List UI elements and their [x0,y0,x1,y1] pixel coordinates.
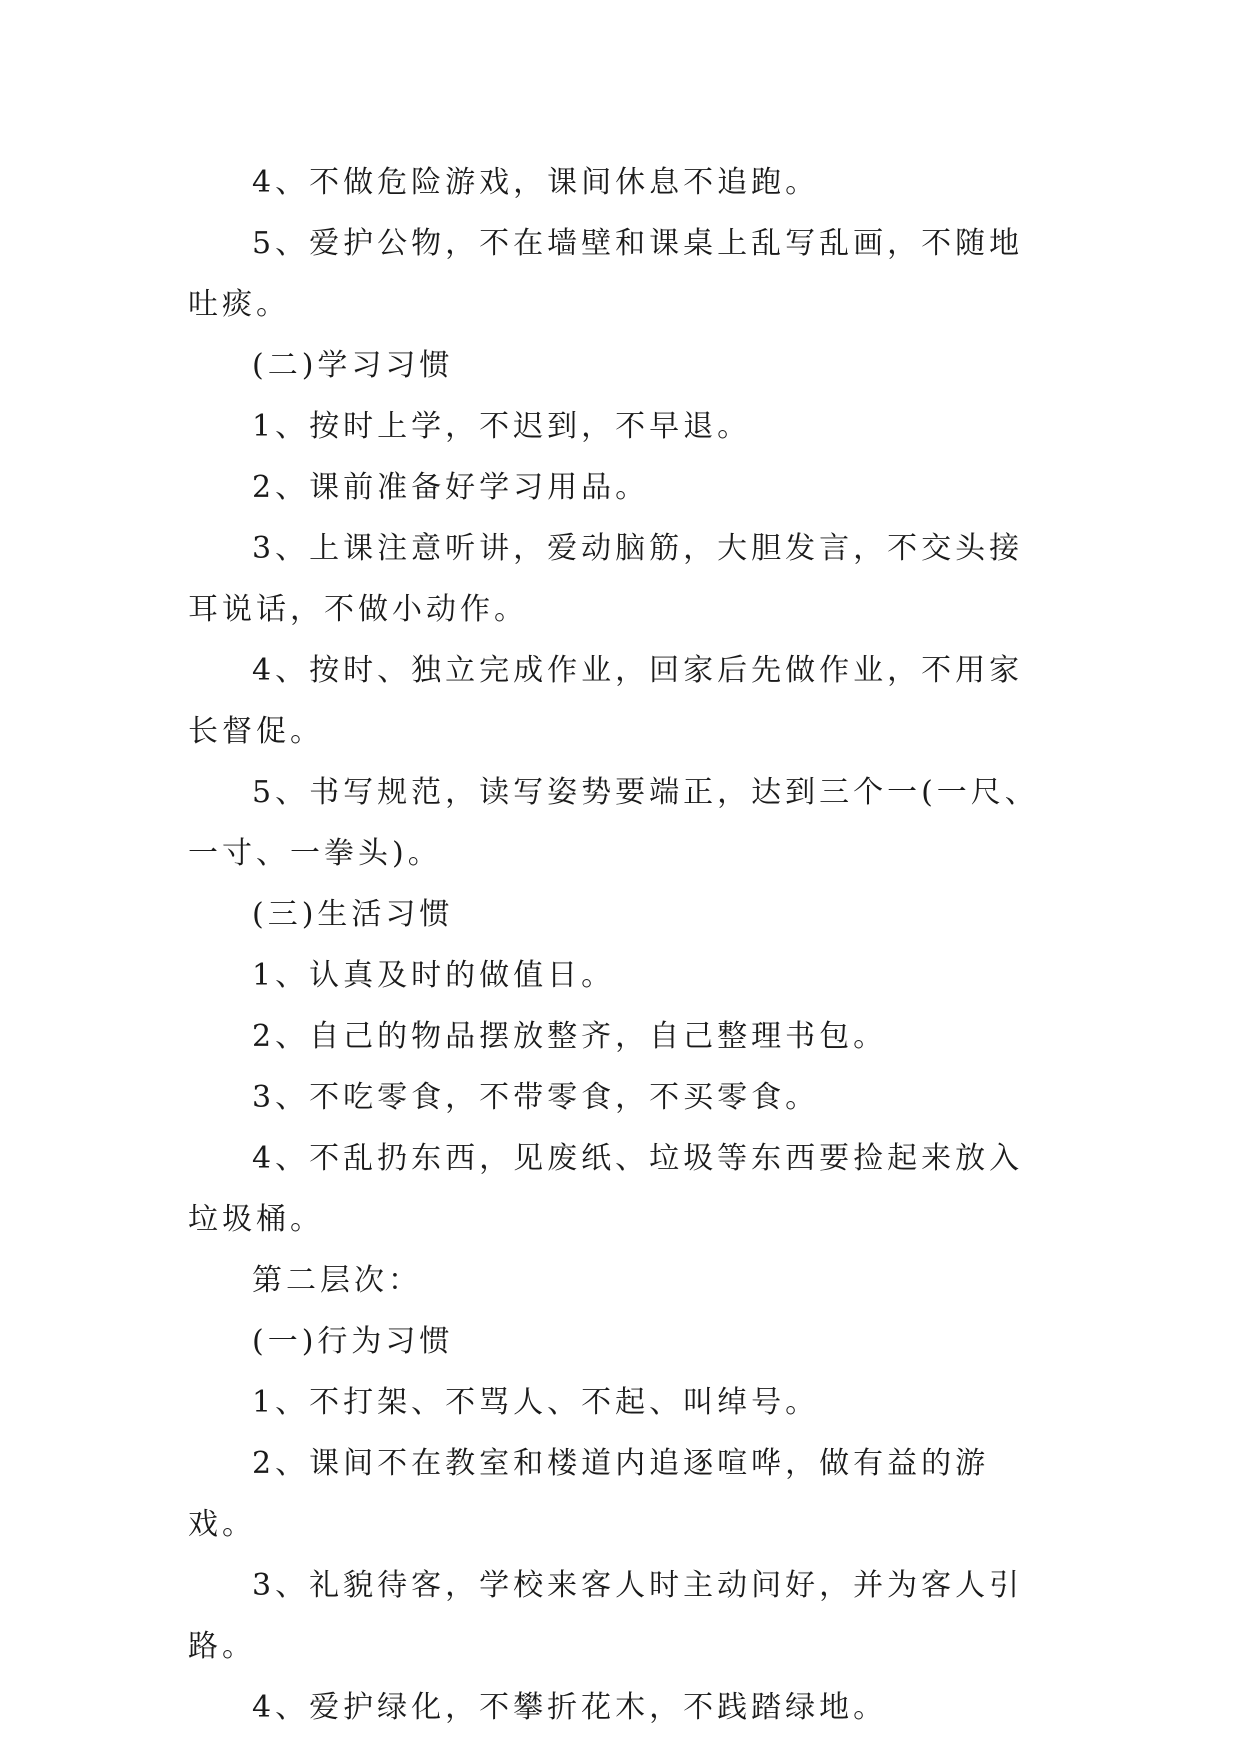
document-body [188,152,1050,1738]
paragraph: 3、上课注意听讲，爱动脑筋，大胆发言，不交头接耳说话，不做小动作。 [188,531,1024,627]
paragraph: 2、课间不在教室和楼道内追逐喧哗，做有益的游戏。 [188,1446,990,1542]
section-heading: (一)行为习惯 [252,1324,454,1359]
paragraph: 5、书写规范，读写姿势要端正，达到三个一(一尺、一寸、一拳头)。 [188,775,1039,871]
paragraph: 1、不打架、不骂人、不起、叫绰号。 [252,1385,820,1420]
paragraph: 3、礼貌待客，学校来客人时主动问好，并为客人引路。 [188,1568,1024,1664]
paragraph: 4、不乱扔东西，见废纸、垃圾等东西要捡起来放入垃圾桶。 [188,1141,1024,1237]
paragraph: 4、不做危险游戏，课间休息不追跑。 [252,165,820,200]
section-heading: (三)生活习惯 [252,897,454,932]
paragraph: 1、认真及时的做值日。 [252,958,616,993]
level-heading: 第二层次： [252,1263,422,1298]
paragraph: 3、不吃零食，不带零食，不买零食。 [252,1080,820,1115]
paragraph: 4、爱护绿化，不攀折花木，不践踏绿地。 [252,1690,888,1725]
paragraph: 4、按时、独立完成作业，回家后先做作业，不用家长督促。 [188,653,1024,749]
paragraph: 1、按时上学，不迟到，不早退。 [252,409,752,444]
paragraph: 2、课前准备好学习用品。 [252,470,650,505]
paragraph: 5、爱护公物，不在墙壁和课桌上乱写乱画，不随地吐痰。 [188,226,1024,322]
section-heading: (二)学习习惯 [252,348,454,383]
paragraph: 2、自己的物品摆放整齐，自己整理书包。 [252,1019,888,1054]
